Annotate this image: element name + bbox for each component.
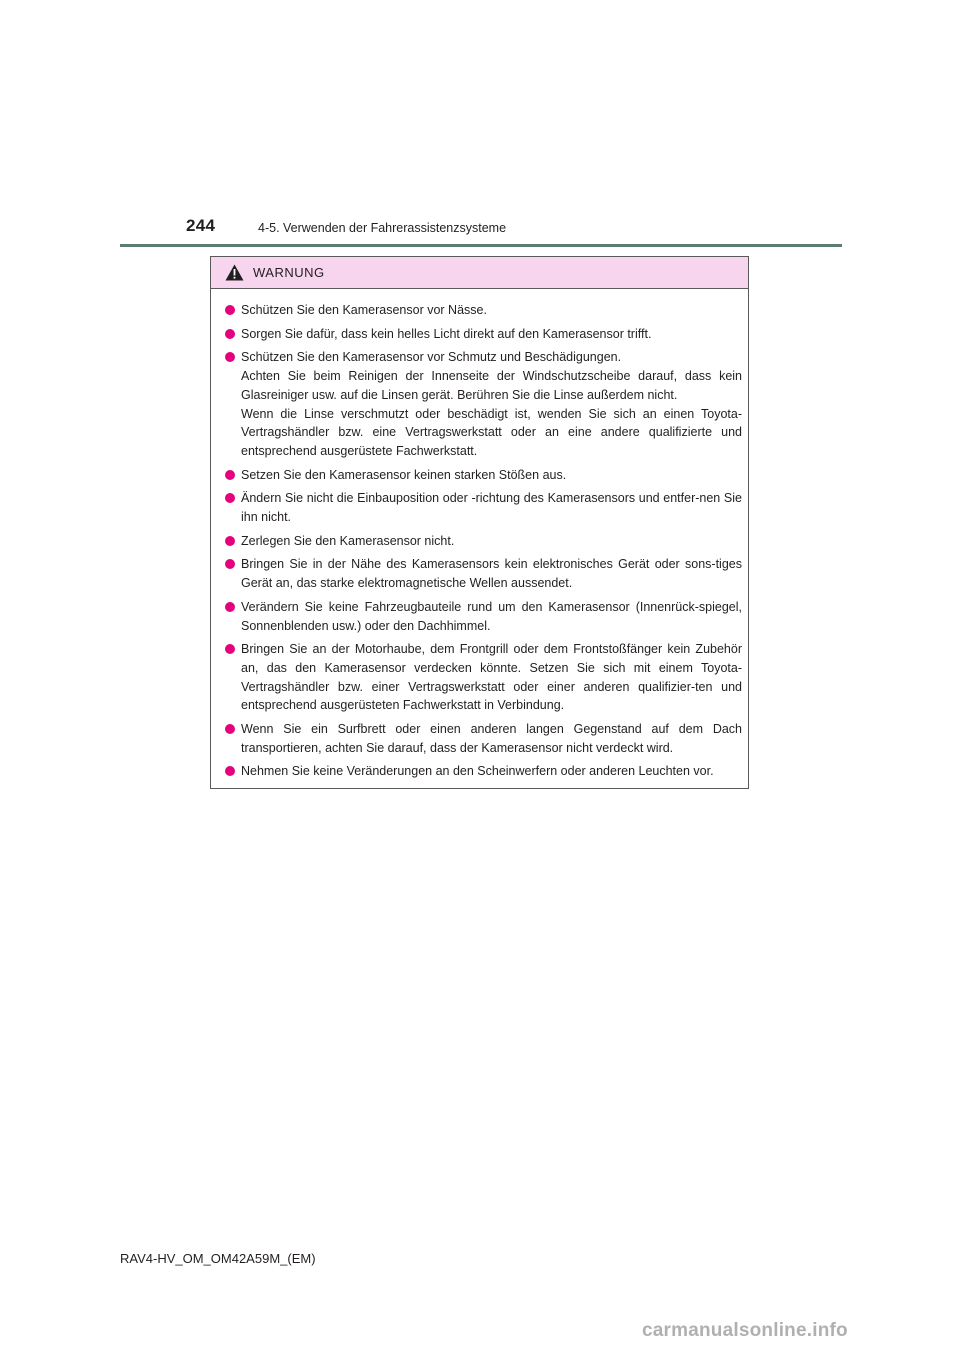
section-title: 4-5. Verwenden der Fahrerassistenzsysteme — [258, 221, 507, 235]
warning-item — [225, 555, 742, 592]
warning-item-text: Verändern Sie keine Fahrzeugbauteile rund um den Kamerasensor (Innenrück-spiegel, Sonnenblenden usw.) oder den Dachhimmel. — [241, 599, 742, 633]
bullet-icon — [225, 493, 235, 503]
warning-item — [225, 489, 742, 526]
bullet-icon — [225, 644, 235, 654]
warning-box — [210, 256, 749, 789]
bullet-icon — [225, 724, 235, 734]
warning-list — [211, 289, 748, 781]
warning-header — [211, 257, 748, 289]
warning-item-text: Bringen Sie an der Motorhaube, dem Frontgrill oder dem Frontstoßfänger kein Zubehör an, das den Kamerasensor verdecken könnte. Setzen Sie sich mit einem Toyota-Vertragshändler bzw. einer Vertragswerkstatt oder einer anderen qualifizier-ten und entsprechend ausgerüsteten Fachwerkstatt in Verbindung. — [241, 642, 742, 713]
bullet-icon — [225, 305, 235, 315]
warning-item-text: Schützen Sie den Kamerasensor vor Schmutz und Beschädigungen. Achten Sie beim Reinigen der Innenseite der Windschutzscheibe darauf, dass kein Glasreiniger usw. auf die Linsen gerät. Berühren Sie die Linse außerdem nicht. Wenn die Linse verschmutzt oder beschädigt ist, wenden Sie sich an einen Toyota-Vertragshändler bzw. eine Vertragswerkstatt oder an eine andere qualifizierte und entsprechend ausgerüstete Fachwerkstatt. — [241, 350, 742, 458]
warning-item-text: Zerlegen Sie den Kamerasensor nicht. — [241, 533, 455, 548]
warning-triangle-icon — [225, 264, 244, 281]
bullet-icon — [225, 329, 235, 339]
document-code: RAV4-HV_OM_OM42A59M_(EM) — [120, 1251, 316, 1266]
page-number: 244 — [186, 216, 216, 235]
warning-item-text: Nehmen Sie keine Veränderungen an den Scheinwerfern oder anderen Leuchten vor. — [241, 764, 714, 779]
warning-item — [225, 466, 742, 485]
bullet-icon — [225, 470, 235, 480]
warning-item-text: Ändern Sie nicht die Einbauposition oder -richtung des Kamerasensors und entfer-nen Sie ihn nicht. — [241, 491, 742, 525]
warning-item — [225, 640, 742, 715]
watermark: carmanualsonline.info — [642, 1320, 848, 1341]
warning-item-text: Bringen Sie in der Nähe des Kamerasensors kein elektronisches Gerät oder sons-tiges Gerät an, das starke elektromagnetische Wellen aussendet. — [241, 557, 742, 591]
warning-item-text: Setzen Sie den Kamerasensor keinen starken Stößen aus. — [241, 467, 567, 482]
warning-item — [225, 301, 742, 320]
warning-item-text: Wenn Sie ein Surfbrett oder einen anderen langen Gegenstand auf dem Dach transportieren, achten Sie darauf, dass der Kamerasensor nicht verdeckt wird. — [241, 722, 742, 755]
warning-item — [225, 532, 742, 551]
warning-item — [225, 762, 742, 781]
bullet-icon — [225, 559, 235, 569]
warning-item-text: Schützen Sie den Kamerasensor vor Nässe. — [241, 303, 487, 317]
bullet-icon — [225, 352, 235, 362]
warning-item — [225, 598, 742, 635]
bullet-icon — [225, 602, 235, 612]
header-divider — [120, 244, 842, 247]
bullet-icon — [225, 536, 235, 546]
warning-item — [225, 325, 742, 344]
warning-item — [225, 720, 742, 757]
warning-label: WARNUNG — [253, 265, 325, 280]
warning-item — [225, 348, 742, 460]
warning-item-text: Sorgen Sie dafür, dass kein helles Licht direkt auf den Kamerasensor trifft. — [241, 326, 652, 341]
bullet-icon — [225, 766, 235, 776]
